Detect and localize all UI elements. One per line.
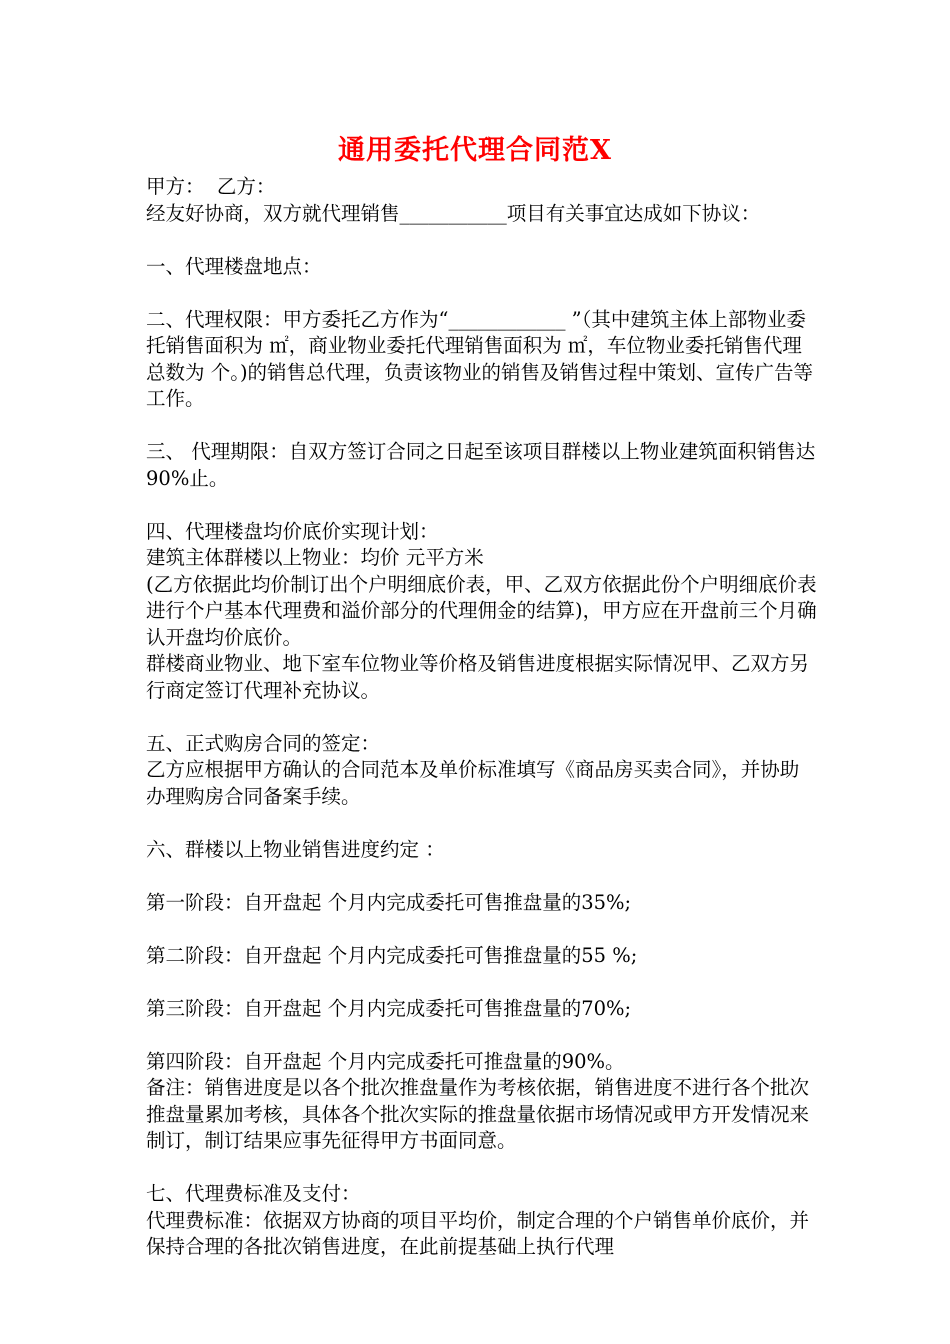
section-5-heading: 五、正式购房合同的签定： <box>146 731 381 755</box>
section-4-commercial: 群楼商业物业、地下室车位物业等价格及销售进度根据实际情况甲、乙双方另行商定签订代理补充协议。 <box>146 652 810 702</box>
section-5-text: 乙方应根据甲方确认的合同范本及单价标准填写《商品房买卖合同》，并协助办理购房合同备案手续。 <box>146 758 800 808</box>
remark-text: 备注：销售进度是以各个批次推盘量作为考核依据，销售进度不进行各个批次推盘量累加考核，具体各个批次实际的推盘量依据市场情况或甲方开发情况来制订，制订结果应事先征得甲方书面同意。 <box>146 1076 810 1152</box>
section-2-text: 二、代理权限：甲方委托乙方作为“____________ ”（其中建筑主体上部物业委托销售面积为 ㎡，商业物业委托代理销售面积为 ㎡，车位物业委托销售代理总数为 个。)的销售总代理，负责该物业的销售及销售过程中策划、宣传广告等工作。 <box>146 307 814 410</box>
blank-line <box>146 413 818 440</box>
blank-line <box>146 916 818 943</box>
blank-line <box>146 969 818 996</box>
blank-line <box>146 863 818 890</box>
stage-3: 第三阶段：自开盘起 个月内完成委托可售推盘量的70%; <box>146 996 632 1020</box>
stage-1: 第一阶段：自开盘起 个月内完成委托可售推盘量的35%; <box>146 890 632 914</box>
section-3-text: 三、 代理期限：自双方签订合同之日起至该项目群楼以上物业建筑面积销售达90%止。 <box>146 440 816 490</box>
blank-line <box>146 1022 818 1049</box>
stage-4: 第四阶段：自开盘起 个月内完成委托可推盘量的90%。 <box>146 1049 625 1073</box>
document-title: 通用委托代理合同范X <box>338 135 612 166</box>
blank-line <box>146 492 818 519</box>
section-4-price: 建筑主体群楼以上物业：均价 元平方米 <box>146 546 484 569</box>
section-4-note: (乙方依据此均价制订出个户明细底价表，甲、乙双方依据此份个户明细底价表进行个户基本代理费和溢价部分的代理佣金的结算)，甲方应在开盘前三个月确认开盘均价底价。 <box>146 572 817 649</box>
blank-line <box>146 810 818 837</box>
blank-line <box>146 704 818 731</box>
section-6-heading: 六、群楼以上物业销售进度约定 ： <box>146 837 445 861</box>
paragraph-parties: 甲方： 乙方： <box>146 175 276 198</box>
stage-2: 第二阶段：自开盘起 个月内完成委托可售推盘量的55 %; <box>146 943 638 967</box>
blank-line <box>146 227 818 254</box>
section-7-heading: 七、代理费标准及支付： <box>146 1182 361 1205</box>
blank-line <box>146 280 818 307</box>
section-7-text: 代理费标准：依据双方协商的项目平均价，制定合理的个户销售单价底价，并保持合理的各批次销售进度，在此前提基础上执行代理 <box>146 1208 810 1258</box>
blank-line <box>146 1155 818 1182</box>
section-4-heading: 四、代理楼盘均价底价实现计划： <box>146 519 439 543</box>
section-1-heading: 一、代理楼盘地点： <box>146 254 322 278</box>
document-body <box>146 174 818 1261</box>
paragraph-intro: 经友好协商，双方就代理销售___________项目有关事宜达成如下协议： <box>146 201 761 225</box>
